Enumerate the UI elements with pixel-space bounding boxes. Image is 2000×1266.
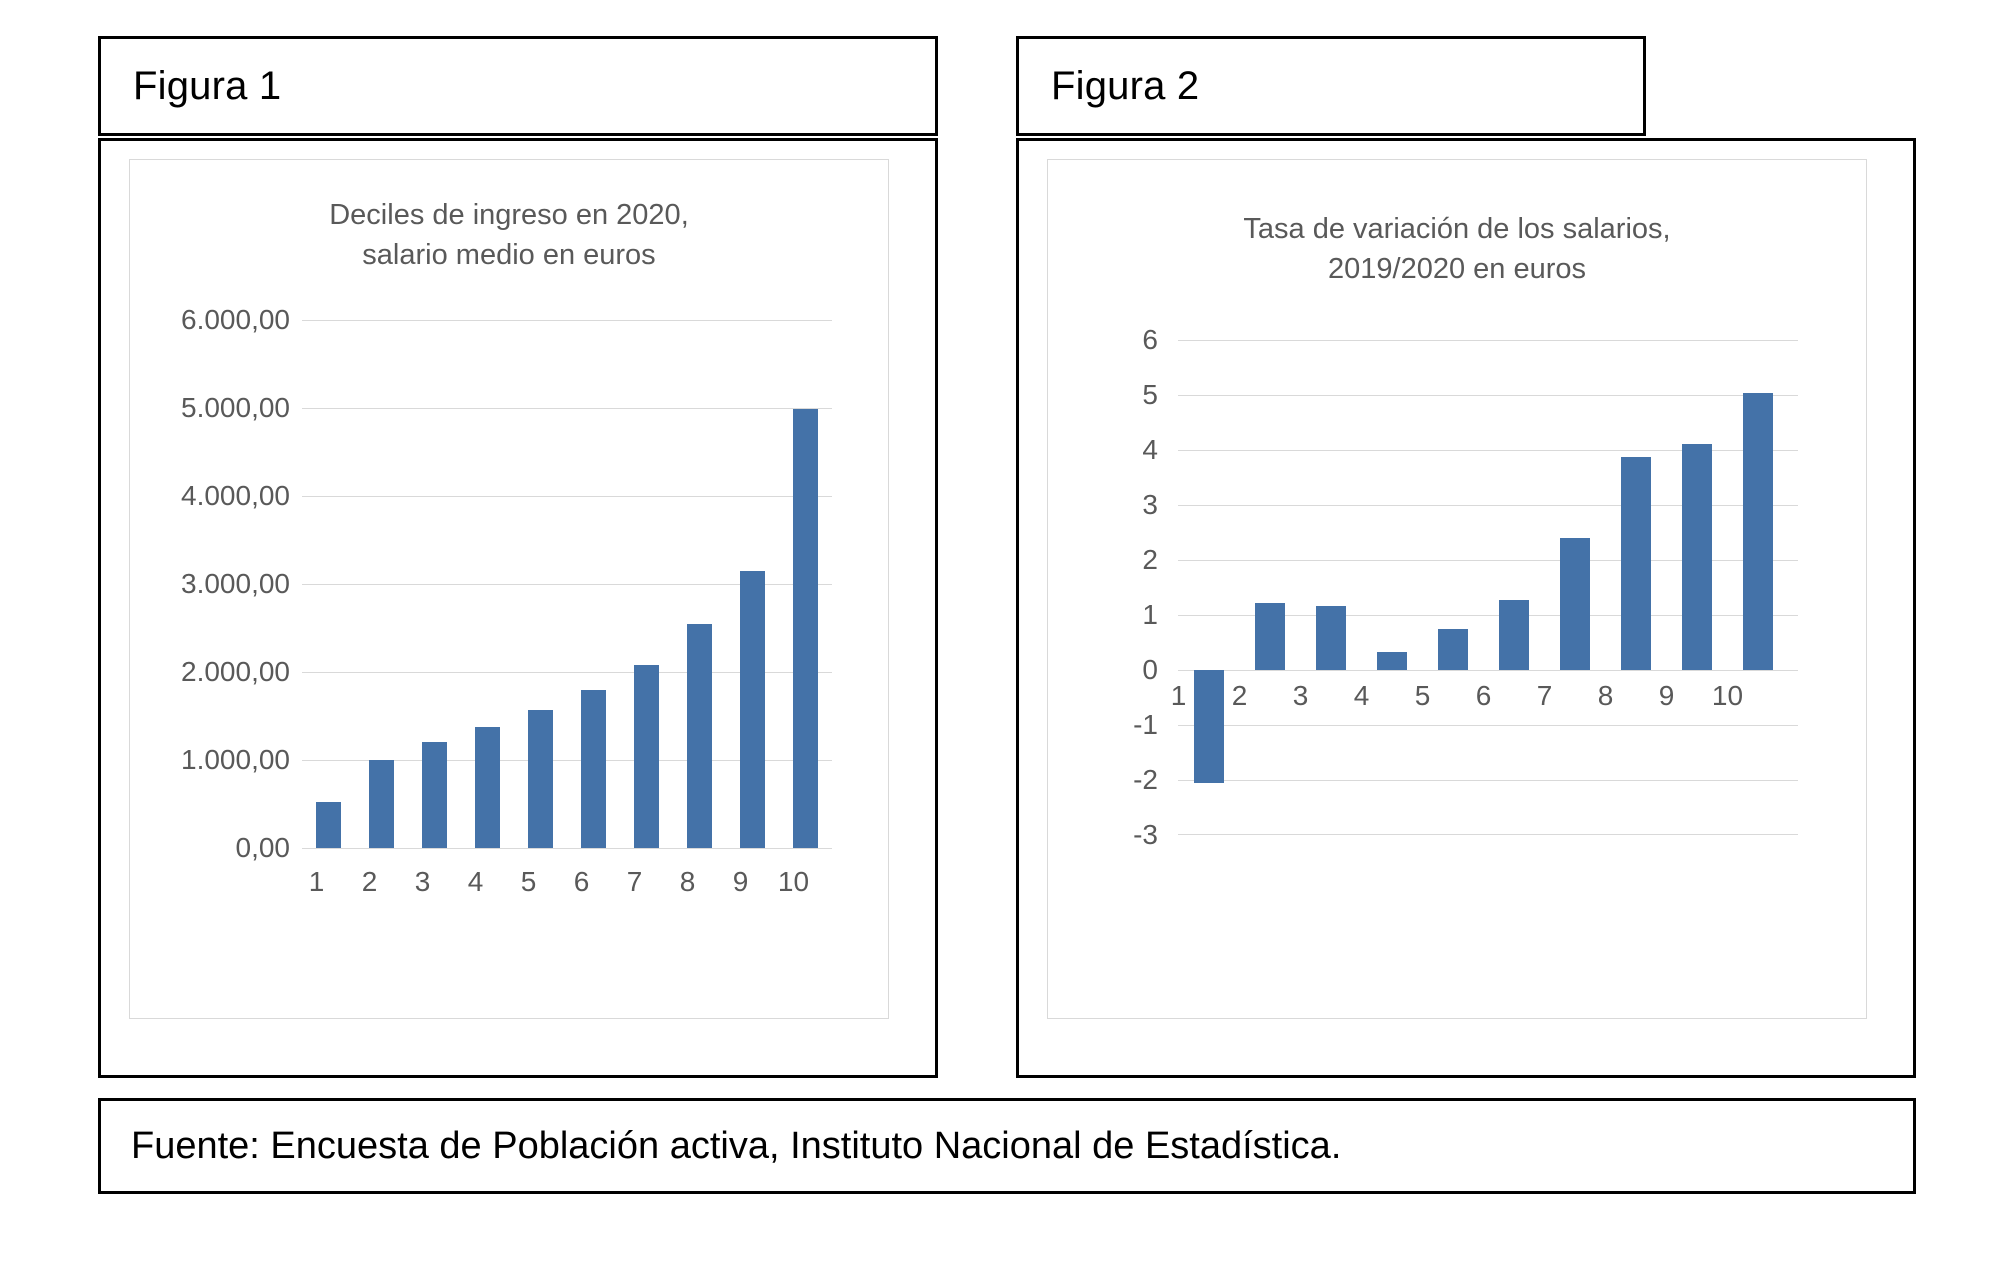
bar-variacion-7 xyxy=(1560,538,1590,670)
bar-variacion-10 xyxy=(1743,393,1773,670)
figura-2-plot-area xyxy=(1178,340,1798,835)
figura-2-ytick-0: 0 xyxy=(1142,654,1158,685)
bar-variacion-5 xyxy=(1438,629,1468,670)
figura-1-xtick-9: 9 xyxy=(732,866,749,897)
figura-2-xtick-2: 2 xyxy=(1231,680,1248,711)
figura-2-ytick-4: 4 xyxy=(1142,434,1158,465)
bar-decile-6 xyxy=(581,690,606,848)
figura-2-chart-title-line1: Tasa de variación de los salarios, xyxy=(1243,213,1671,245)
bar-decile-10 xyxy=(793,409,818,848)
figura-1-ytick-4000: 4.000,00 xyxy=(181,480,290,511)
bar-decile-4 xyxy=(475,727,500,848)
figura-2-xtick-1: 1 xyxy=(1170,680,1187,711)
gridline-neg2 xyxy=(1178,780,1798,781)
bar-decile-2 xyxy=(369,760,394,848)
figura-1-chart-area xyxy=(129,159,889,1019)
axis-zero xyxy=(1178,670,1798,671)
figura-1-ytick-6000: 6.000,00 xyxy=(181,304,290,335)
gridline-5000 xyxy=(302,408,832,409)
bar-decile-1 xyxy=(316,802,341,848)
gridline-neg3 xyxy=(1178,834,1798,835)
figura-2-ytick-3: 3 xyxy=(1142,489,1158,520)
figura-1-ytick-0: 0,00 xyxy=(235,832,290,863)
figura-2-xtick-9: 9 xyxy=(1658,680,1675,711)
figura-1-xtick-1: 1 xyxy=(308,866,325,897)
bar-variacion-9 xyxy=(1682,444,1712,670)
bar-decile-3 xyxy=(422,742,447,848)
figura-1-xtick-7: 7 xyxy=(626,866,643,897)
figura-2-caption-label: Figura 2 xyxy=(1051,63,1200,108)
bar-decile-7 xyxy=(634,665,659,848)
bar-variacion-4 xyxy=(1377,652,1407,670)
figura-1-caption-box xyxy=(98,36,938,136)
bar-variacion-3 xyxy=(1316,606,1346,670)
figura-1-xtick-5: 5 xyxy=(520,866,537,897)
gridline-neg1 xyxy=(1178,725,1798,726)
figura-2-ytick-6: 6 xyxy=(1142,324,1158,355)
gridline-4000 xyxy=(302,496,832,497)
figura-1-xtick-8: 8 xyxy=(679,866,696,897)
figura-2-ytick-2: 2 xyxy=(1142,544,1158,575)
figura-2-xtick-6: 6 xyxy=(1475,680,1492,711)
figura-2-ytick-neg3: -3 xyxy=(1133,819,1158,850)
figura-2-chart-frame xyxy=(1016,138,1916,1078)
figura-2-xtick-4: 4 xyxy=(1353,680,1370,711)
bar-decile-5 xyxy=(528,710,553,848)
figura-1-xtick-10: 10 xyxy=(777,866,810,897)
figura-2-xtick-3: 3 xyxy=(1292,680,1309,711)
bar-decile-8 xyxy=(687,624,712,848)
figura-2-chart-title-line2: 2019/2020 en euros xyxy=(1328,253,1586,285)
figura-1-xtick-4: 4 xyxy=(467,866,484,897)
figura-1-ytick-2000: 2.000,00 xyxy=(181,656,290,687)
figura-2-xtick-10: 10 xyxy=(1711,680,1744,711)
figura-1-ytick-1000: 1.000,00 xyxy=(181,744,290,775)
figura-1-caption-label: Figura 1 xyxy=(133,63,282,108)
figura-1-chart-title-line1: Deciles de ingreso en 2020, xyxy=(329,199,689,231)
figura-1-chart-title-line2: salario medio en euros xyxy=(362,239,656,271)
figura-2-xtick-5: 5 xyxy=(1414,680,1431,711)
gridline-5 xyxy=(1178,395,1798,396)
figura-1-xtick-3: 3 xyxy=(414,866,431,897)
figura-1-chart-frame xyxy=(98,138,938,1078)
gridline-6 xyxy=(1178,340,1798,341)
gridline-6000 xyxy=(302,320,832,321)
figura-1-plot-area xyxy=(302,320,832,848)
bar-decile-9 xyxy=(740,571,765,848)
figura-2-xtick-7: 7 xyxy=(1536,680,1553,711)
figura-2-chart-area xyxy=(1047,159,1867,1019)
figura-2-ytick-neg2: -2 xyxy=(1133,764,1158,795)
figura-2-caption-box xyxy=(1016,36,1646,136)
bar-variacion-2 xyxy=(1255,603,1285,670)
figura-1-xtick-2: 2 xyxy=(361,866,378,897)
figura-1-xtick-6: 6 xyxy=(573,866,590,897)
source-label: Fuente: Encuesta de Población activa, Instituto Nacional de Estadística. xyxy=(131,1124,1342,1167)
source-box xyxy=(98,1098,1916,1194)
figura-2-ytick-neg1: -1 xyxy=(1133,709,1158,740)
figura-2-xtick-8: 8 xyxy=(1597,680,1614,711)
figura-2-ytick-5: 5 xyxy=(1142,379,1158,410)
bar-variacion-8 xyxy=(1621,457,1651,670)
figura-1-ytick-3000: 3.000,00 xyxy=(181,568,290,599)
figura-2-ytick-1: 1 xyxy=(1142,599,1158,630)
bar-variacion-6 xyxy=(1499,600,1529,670)
axis-zero xyxy=(302,848,832,849)
figura-1-ytick-5000: 5.000,00 xyxy=(181,392,290,423)
